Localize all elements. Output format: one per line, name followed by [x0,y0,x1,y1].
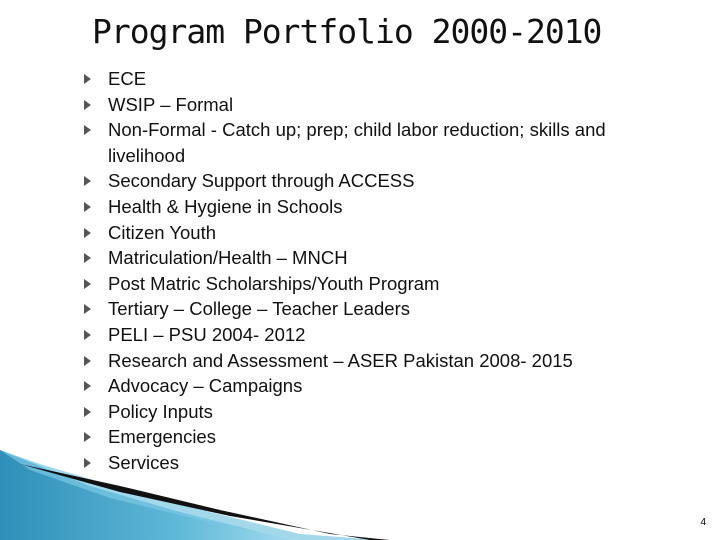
triangle-bullet-icon [84,330,91,340]
list-item [84,168,684,194]
triangle-bullet-icon [84,304,91,314]
triangle-bullet-icon [84,279,91,289]
list-item-text: Post Matric Scholarships/Youth Program [108,272,440,294]
list-item-text: Research and Assessment – ASER Pakistan 2008- 2015 [108,349,573,371]
page-number: 4 [700,517,706,528]
list-item-text: Secondary Support through ACCESS [108,170,415,192]
corner-swoosh-decoration [0,450,720,540]
triangle-bullet-icon [84,356,91,366]
list-item [84,424,684,450]
triangle-bullet-icon [84,202,91,212]
list-item [84,220,684,246]
slide-title: Program Portfolio 2000-2010 [92,12,602,51]
list-item [84,92,684,118]
list-item [84,117,684,168]
list-item-text: Advocacy – Campaigns [108,375,303,397]
list-item [84,373,684,399]
triangle-bullet-icon [84,74,91,84]
list-item-text: Policy Inputs [108,400,213,422]
list-item-text: Services [108,451,179,473]
list-item [84,322,684,348]
list-item-text: Emergencies [108,426,216,448]
list-item-text: Citizen Youth [108,221,217,243]
list-item-text: ECE [108,68,147,89]
triangle-bullet-icon [84,381,91,391]
list-item-text: Matriculation/Health – MNCH [108,247,348,269]
list-item [84,399,684,425]
list-item [84,66,684,92]
list-item [84,296,684,322]
list-item-text: PELI – PSU 2004- 2012 [108,323,306,345]
list-item [84,271,684,297]
triangle-bullet-icon [84,432,91,442]
bullet-list [84,66,684,476]
list-item [84,194,684,220]
triangle-bullet-icon [84,125,91,135]
list-item-text: WSIP – Formal [108,93,234,115]
triangle-bullet-icon [84,253,91,263]
triangle-bullet-icon [84,100,91,110]
list-item [84,245,684,271]
triangle-bullet-icon [84,228,91,238]
list-item-text: Health & Hygiene in Schools [108,195,343,217]
list-item [84,348,684,374]
triangle-bullet-icon [84,407,91,417]
list-item-text: Tertiary – College – Teacher Leaders [108,298,410,320]
triangle-bullet-icon [84,176,91,186]
list-item-text: Non-Formal - Catch up; prep; child labor reduction; skills and livelihood [108,119,606,166]
